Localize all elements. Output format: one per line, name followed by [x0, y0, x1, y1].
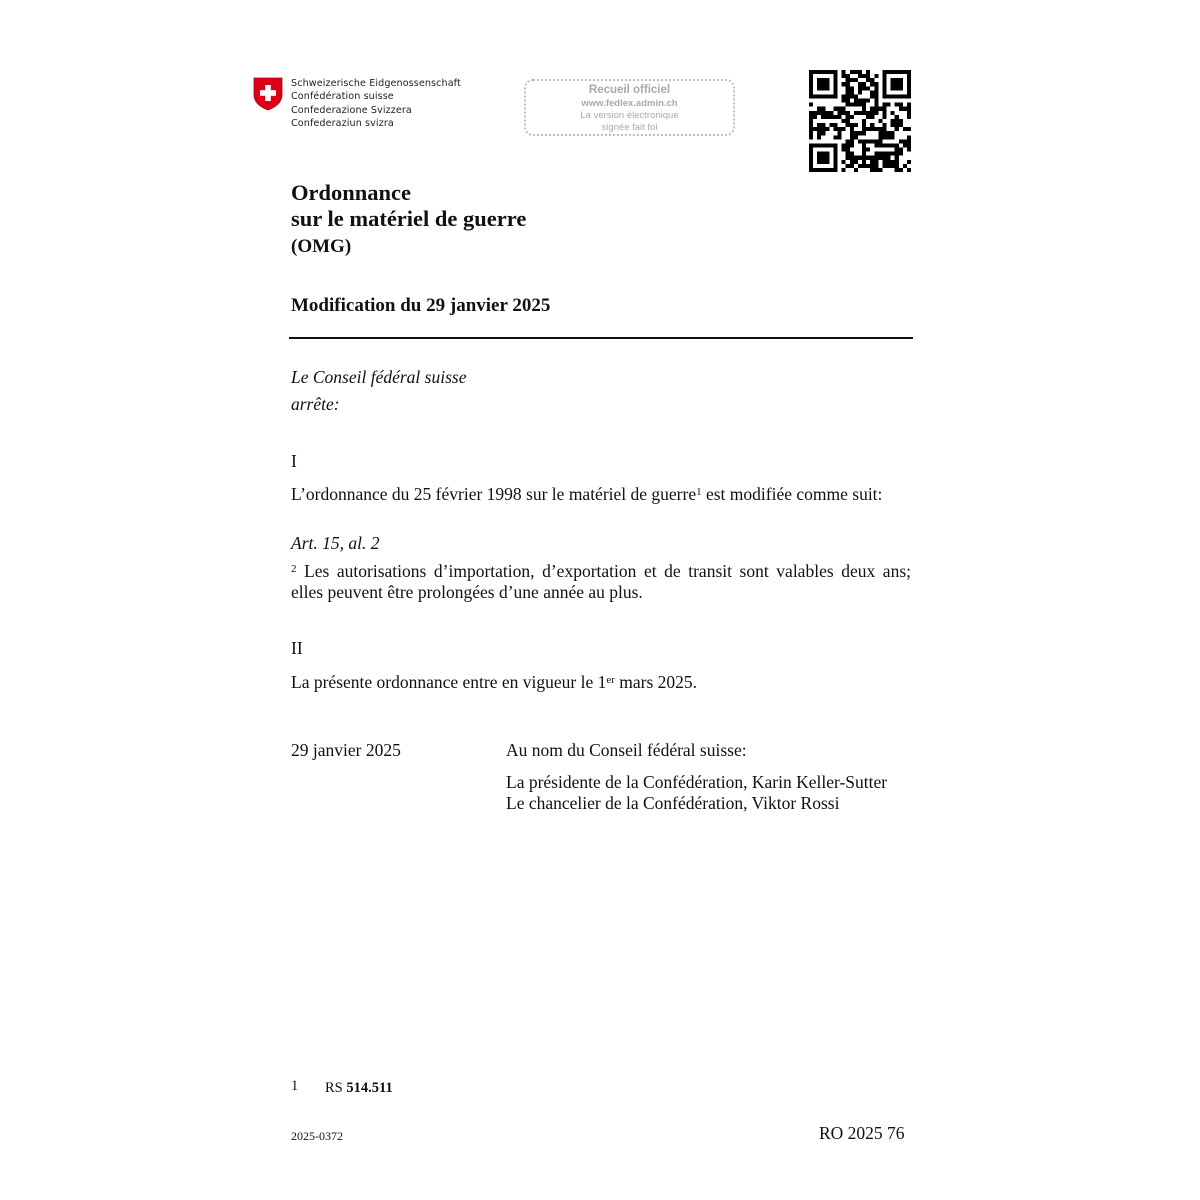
title-divider: [289, 337, 913, 339]
ordinal-suffix: er: [606, 674, 615, 686]
confederation-name-de: Schweizerische Eidgenossenschaft: [291, 78, 461, 89]
modification-date-heading: Modification du 29 janvier 2025: [291, 295, 551, 316]
paragraph-text: Les autorisations d’importation, d’exportation et de transit sont valables deux ans; elles peuvent être prolongées d’une année au plus.: [291, 561, 911, 602]
footnote-ref-1[interactable]: 1: [696, 486, 702, 498]
document-abbreviation: (OMG): [291, 236, 352, 257]
footnote-number: 1: [291, 1078, 299, 1094]
article-reference: Art. 15, al. 2: [291, 533, 380, 553]
section-1-intro-end: est modifiée comme suit:: [701, 484, 883, 504]
preamble-authority: Le Conseil fédéral suisse: [291, 367, 467, 387]
swiss-coat-of-arms-icon: [253, 77, 283, 111]
footnote-text: [325, 1080, 393, 1097]
ro-reference: RO 2025 76: [819, 1123, 905, 1143]
paragraph-number: 2: [291, 563, 297, 575]
official-collection-stamp: [524, 79, 735, 136]
entry-into-force-text: La présente ordonnance entre en vigueur le 1: [291, 672, 607, 692]
document-number: 2025-0372: [291, 1129, 343, 1143]
article-paragraph: [291, 561, 911, 602]
title-line-2: sur le matériel de guerre: [291, 205, 527, 231]
qr-code-icon[interactable]: [809, 70, 911, 172]
section-1-intro: [291, 484, 882, 505]
confederation-name-it: Confederazione Svizzera: [291, 104, 412, 116]
entry-into-force-date: mars 2025.: [614, 672, 698, 692]
footnote-prefix: RS: [325, 1080, 347, 1096]
section-2-numeral: II: [291, 638, 303, 658]
footnote-sr-number[interactable]: 514.511: [346, 1080, 393, 1096]
stamp-note-line1: La version électronique: [580, 110, 679, 121]
confederation-name-rm: Confederaziun svizra: [291, 118, 394, 130]
entry-into-force: [291, 672, 697, 693]
stamp-title: Recueil officiel: [588, 84, 671, 96]
title-line-1: Ordonnance: [291, 180, 412, 205]
chancellor-signatory: Le chancelier de la Confédération, Viktor Rossi: [506, 793, 840, 813]
section-1-intro-text: L’ordonnance du 25 février 1998 sur le matériel de guerre: [291, 484, 697, 504]
on-behalf-line: Au nom du Conseil fédéral suisse:: [506, 740, 747, 760]
section-1-numeral: I: [291, 451, 297, 471]
confederation-names: [291, 77, 461, 131]
stamp-note-line2: signée fait foi: [601, 122, 658, 133]
signature-date: 29 janvier 2025: [291, 740, 401, 760]
stamp-website: www.fedlex.admin.ch: [581, 98, 678, 109]
confederation-name-fr: Confédération suisse: [291, 91, 394, 103]
preamble-verb: arrête:: [291, 394, 340, 414]
document-title: [291, 180, 526, 231]
president-signatory: La présidente de la Confédération, Karin Keller-Sutter: [506, 772, 888, 792]
